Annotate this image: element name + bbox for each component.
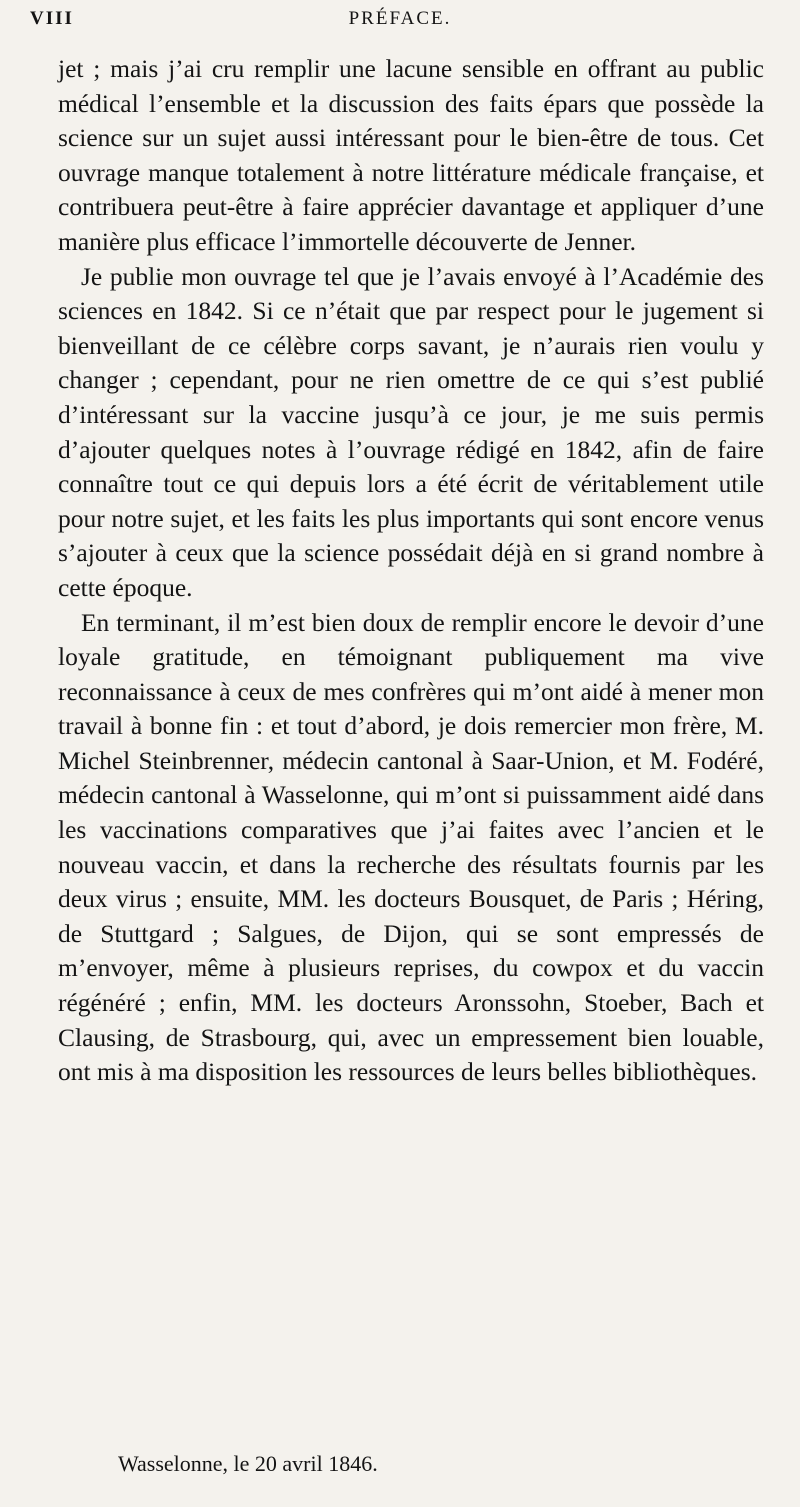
paragraph-2: Je publie mon ouvrage tel que je l’avais envoyé à l’Académie des sciences en 1842. Si ce n’était que par respect pour le jugement si bienveillant de ce célèbre corps savant, je n’aurais rien voulu y changer ; cependant, pour ne rien omettre de ce qui s’est publié d’intéressant sur la vaccine jusqu’à ce jour, je me suis permis d’ajouter quelques notes à l’ouvrage rédigé en 1842, afin de faire connaître tout ce qui depuis lors a été écrit de véritablement utile pour notre sujet, et les faits les plus importants qui sont encore venus s’ajouter à ceux que la science possédait déjà en si grand nombre à cette époque. <box>58 261 764 602</box>
paragraph-1: jet ; mais j’ai cru remplir une lacune sensible en offrant au public médical l’ensemble et la discussion des faits épars que possède la science sur un sujet aussi intéressant pour le bien-être de tous. Cet ouvrage manque totalement à notre littérature médicale française, et contribuera peut-être à faire apprécier davantage et appliquer d’une manière plus efficace l’immortelle découverte de Jenner. <box>58 54 764 256</box>
paragraph-3: En terminant, il m’est bien doux de remplir encore le devoir d’une loyale gratitude, en témoignant publiquement ma vive reconnaissance à ceux de mes confrères qui m’ont aidé à mener mon travail à bonne fin : et tout d’abord, je dois remercier mon frère, M. Michel Steinbrenner, médecin cantonal à Saar-Union, et M. Fodéré, médecin cantonal à Wasselonne, qui m’ont si puissamment aidé dans les vaccinations comparatives que j’ai faites avec l’ancien et le nouveau vaccin, et dans la recherche des résultats fournis par les deux virus ; ensuite, MM. les docteurs Bousquet, de Paris ; Héring, de Stuttgard ; Salgues, de Dijon, qui se sont empressés de m’envoyer, même à plusieurs reprises, du cowpox et du vaccin régénéré ; enfin, MM. les docteurs Aronssohn, Stoeber, Bach et Clausing, de Strasbourg, qui, avec un empressement bien louable, ont mis à ma disposition les ressources de leurs belles bibliothèques. <box>58 607 764 1087</box>
date-signature: Wasselonne, le 20 avril 1846. <box>118 1451 378 1476</box>
page-header <box>30 8 770 38</box>
body-text <box>58 52 764 1090</box>
running-title: PRÉFACE. <box>348 8 452 29</box>
page-number: VIII <box>30 8 74 29</box>
